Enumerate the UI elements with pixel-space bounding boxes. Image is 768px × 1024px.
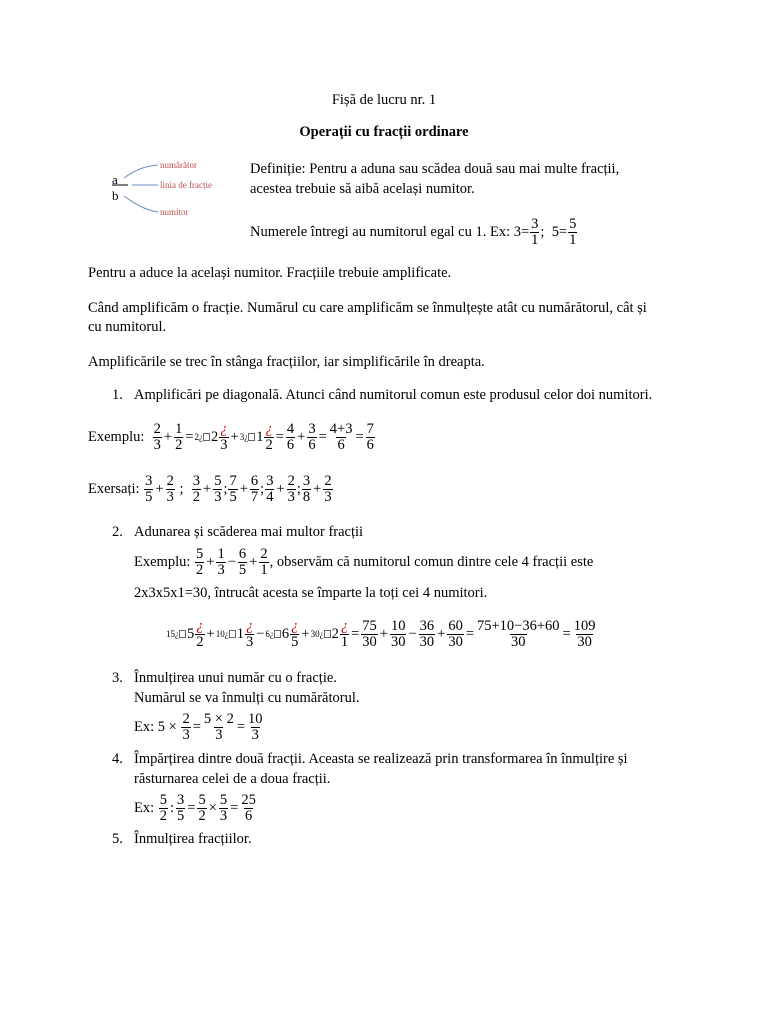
diagram-numerator: a (112, 172, 118, 187)
item-5-number: 5. (112, 831, 123, 847)
example-1: Exemplu: $\frac{2}{3}$ + $\frac{1}{2}$ = 2¿ 2 $\frac{¿}{3}$ + 3¿ 1 $\frac{¿}{2}$ = $\frac{4}{6}$ + $\frac{3}{6}$ = $\frac{4+3}{6}$ = $\frac{7}{6}$ (88, 420, 374, 453)
definition-line-1: Definiție: Pentru a aduna sau scădea două sau mai multe fracții, (250, 161, 620, 177)
label-numerator: numărător (160, 160, 197, 170)
item-2-text: Adunarea și scăderea mai multor fracții (134, 524, 364, 540)
integers-example (250, 210, 578, 254)
diagram-denominator: b (112, 188, 119, 203)
exercises-label: Exersați: (88, 480, 140, 497)
item-1-text: Amplificări pe diagonală. Atunci când numitorul comun este produsul celor doi numitori. (134, 387, 653, 403)
exercises: Exersați: $\frac{3}{5}$ + $\frac{2}{3}$ ; $\frac{3}{2}$ + $\frac{5}{3}$ ; $\frac{7}{5}$ + $\frac{6}{7}$ ; $\frac{3}{4}$ + $\frac{2}{3}$ ; $\frac{3}{8}$ + $\frac{2}{3}$ (88, 472, 332, 505)
item-3-number: 3. (112, 670, 123, 686)
example-2-solution: 15¿ 5 $\frac{¿}{2}$ + 10¿ 1 $\frac{¿}{3}$ − 6¿ 6 $\frac{¿}{5}$ + 30¿ 2 $\frac{¿}{1}$ = $\frac{75}{30}$ + $\frac{10}{30}$ − $\frac{36}{30}$ + $\frac{60}{30}$ = $\frac{75+10-36+60}{30}$ = $\frac{109}{30}$ (166, 617, 596, 650)
item-4-line-2: răsturnarea celei de a doua fracții. (134, 771, 331, 787)
item-4-text: Împărțirea dintre două fracții. Aceasta se realizează prin transformarea în înmulțire și (134, 751, 628, 767)
paragraph-1: Pentru a aduce la același numitor. Fracțiile trebuie amplificate. (88, 265, 452, 281)
label-fraction-line: linia de fracție (160, 180, 212, 190)
item-5-text: Înmulțirea fracțiilor. (134, 831, 252, 847)
paragraph-2a: Când amplificăm o fracție. Numărul cu care amplificăm se înmulțește atât cu numărătorul, cât și (88, 300, 647, 316)
item-2-line-2: 2x3x5x1=30, întrucât acesta se împarte la toți cei 4 numitori. (134, 585, 488, 601)
item-4-number: 4. (112, 751, 123, 767)
page-title: Fișă de lucru nr. 1 (331, 92, 437, 108)
definition-line-2: acestea trebuie să aibă același numitor. (250, 181, 475, 197)
paragraph-2b: cu numitorul. (88, 319, 167, 335)
integers-sep: ; 5= (540, 223, 568, 240)
paragraph-3: Amplificările se trec în stânga fracțiilor, iar simplificările în dreapta. (88, 354, 485, 370)
item-2-number: 2. (112, 524, 123, 540)
label-denominator: numitor (160, 207, 189, 217)
example-3: Ex: 5 × $\frac{2}{3}$ = $\frac{5 \times 2}{3}$ = $\frac{10}{3}$ (134, 710, 263, 743)
fraction: $\frac{5}{1}$ (569, 215, 577, 248)
example-2: Exemplu: $\frac{5}{2}$ + $\frac{1}{3}$ − $\frac{6}{5}$ + $\frac{2}{1}$ , observăm că numitorul comun dintre cele 4 fracții este (134, 545, 594, 578)
example-1-label: Exemplu: (88, 428, 145, 445)
fraction: $\frac{3}{1}$ (531, 215, 539, 248)
integers-text: Numerele întregi au numitorul egal cu 1. Ex: 3= (250, 223, 530, 240)
item-3-text: Înmulțirea unui număr cu o fracție. (134, 670, 337, 686)
item-3-line-2: Numărul se va înmulți cu numărătorul. (134, 690, 360, 706)
page-subtitle: Operații cu fracții ordinare (299, 124, 469, 140)
example-4: Ex: $\frac{5}{2}$ : $\frac{3}{5}$ = $\frac{5}{2}$ × $\frac{5}{3}$ = $\frac{25}{6}$ (134, 791, 256, 824)
fraction-diagram (90, 152, 235, 232)
item-1-number: 1. (112, 387, 123, 403)
